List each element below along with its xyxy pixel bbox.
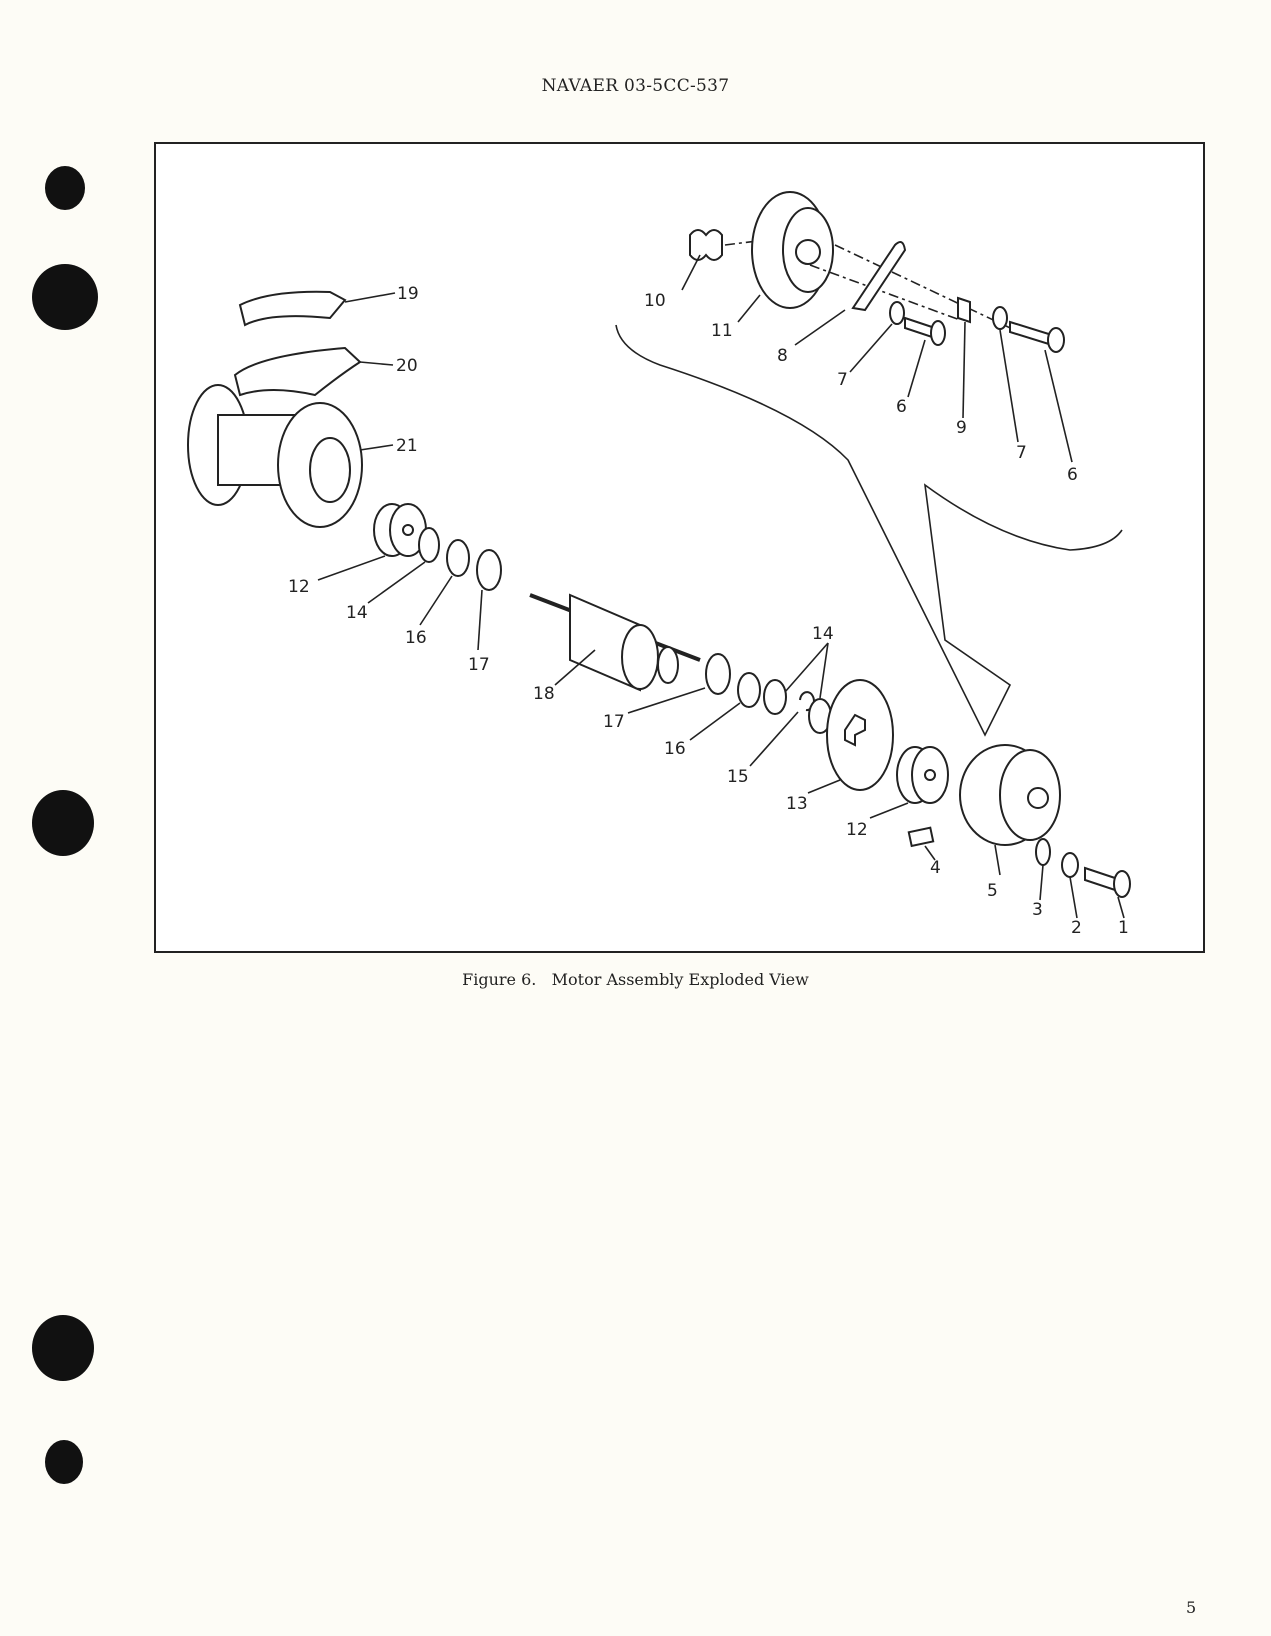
part-9-clip xyxy=(958,298,970,322)
part-19 xyxy=(240,292,345,325)
callout-7: 7 xyxy=(1016,443,1027,463)
part-17-washer xyxy=(477,550,501,590)
part-3-washer xyxy=(1036,839,1050,865)
part-16-washer xyxy=(447,540,469,576)
callout-17: 17 xyxy=(468,655,490,675)
callout-21: 21 xyxy=(396,436,418,456)
part-6-screw xyxy=(1010,322,1052,345)
callout-13: 13 xyxy=(786,794,808,814)
callout-12: 12 xyxy=(846,820,868,840)
callout-5: 5 xyxy=(987,881,998,901)
callout-6: 6 xyxy=(896,397,907,417)
part-1-screw xyxy=(1085,868,1115,890)
part-14-washer xyxy=(419,528,439,562)
part-14-washer xyxy=(764,680,786,714)
callout-14: 14 xyxy=(346,603,368,623)
callout-7: 7 xyxy=(837,370,848,390)
callout-20: 20 xyxy=(396,356,418,376)
callout-14: 14 xyxy=(812,624,834,644)
callout-6: 6 xyxy=(1067,465,1078,485)
page-number: 5 xyxy=(1186,1598,1197,1617)
part-17-washer xyxy=(706,654,730,694)
callout-15: 15 xyxy=(727,767,749,787)
callout-16: 16 xyxy=(664,739,686,759)
callout-4: 4 xyxy=(930,858,941,878)
callout-10: 10 xyxy=(644,291,666,311)
part-7-washer xyxy=(993,307,1007,329)
part-8-arm xyxy=(853,242,905,310)
part-10-spring xyxy=(690,230,722,260)
callout-3: 3 xyxy=(1032,900,1043,920)
figure-caption: Figure 6. Motor Assembly Exploded View xyxy=(462,970,809,989)
detail-arrow xyxy=(616,325,1122,735)
part-20 xyxy=(235,348,360,395)
part-4-brush xyxy=(909,828,933,846)
part-16-washer xyxy=(738,673,760,707)
callout-18: 18 xyxy=(533,684,555,704)
part-7-washer xyxy=(890,302,904,324)
callout-1: 1 xyxy=(1118,918,1129,938)
callout-16: 16 xyxy=(405,628,427,648)
callout-2: 2 xyxy=(1071,918,1082,938)
callout-8: 8 xyxy=(777,346,788,366)
callout-17: 17 xyxy=(603,712,625,732)
callout-12: 12 xyxy=(288,577,310,597)
document-number: NAVAER 03-5CC-537 xyxy=(541,76,730,96)
callout-9: 9 xyxy=(956,418,967,438)
callout-11: 11 xyxy=(711,321,733,341)
part-13-plate xyxy=(827,680,893,790)
part-2-lockwasher xyxy=(1062,853,1078,877)
callout-19: 19 xyxy=(397,284,419,304)
